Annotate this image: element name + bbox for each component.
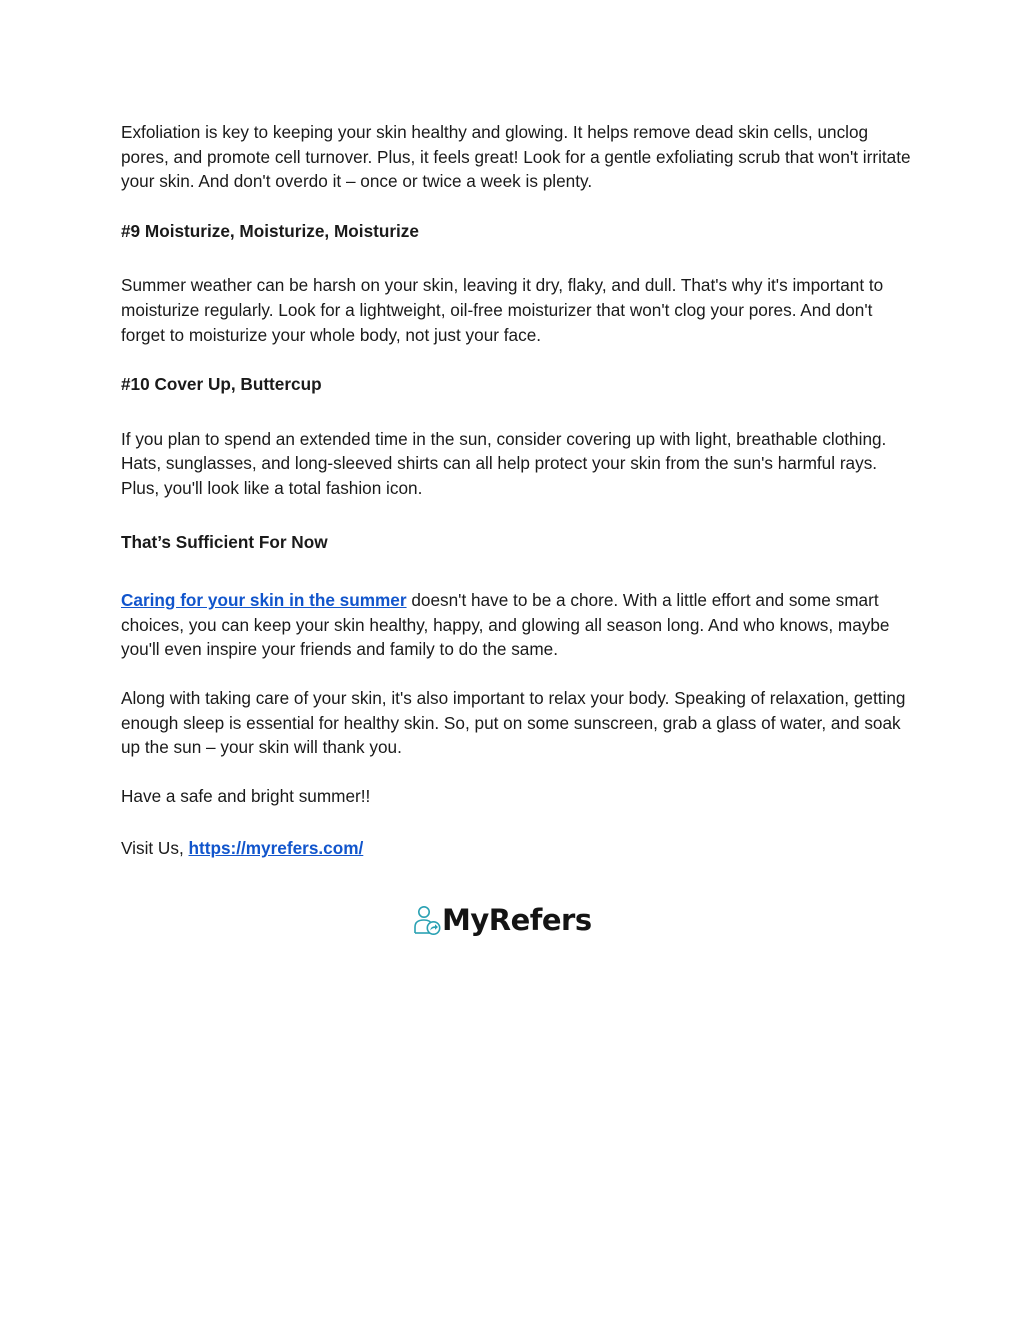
paragraph-cover-up: If you plan to spend an extended time in the sun, consider covering up with light, breathable clothing. Hats, sunglasses, and long-sleeved shirts can all help protect your skin from the sun's harmful rays. Plus, you'll look like a total fashion icon. <box>121 428 887 498</box>
paragraph-moisturize: Summer weather can be harsh on your skin, leaving it dry, flaky, and dull. That's why it's important to moisturize regularly. Look for a lightweight, oil-free moisturizer that won't clog your pores. And don't forget to moisturize your whole body, not just your face. <box>121 275 884 345</box>
visit-prefix: Visit Us, <box>121 838 189 859</box>
visit-line <box>121 836 911 861</box>
paragraph-exfoliation: Exfoliation is key to keeping your skin healthy and glowing. It helps remove dead skin cells, unclog pores, and promote cell turnover. Plus, it feels great! Look for a gentle exfoliating scrub that won't irritate your skin. And don't overdo it – once or twice a week is plenty. <box>121 122 911 192</box>
brand-logo <box>413 900 592 940</box>
person-refer-icon <box>413 903 441 937</box>
paragraph-caring-text: doesn't have to be a chore. With a little effort and some smart choices, you can keep your skin healthy, happy, and glowing all season long. And who knows, maybe you'll even inspire your friends and family to do the same. <box>121 590 890 660</box>
caring-link[interactable]: Caring for your skin in the summer <box>121 590 407 611</box>
paragraph-caring <box>121 588 911 662</box>
heading-sufficient: That’s Sufficient For Now <box>121 531 328 552</box>
document-body <box>121 120 911 861</box>
website-link[interactable]: https://myrefers.com/ <box>188 838 364 859</box>
paragraph-relax: Along with taking care of your skin, it's also important to relax your body. Speaking of relaxation, getting enough sleep is essential for healthy skin. So, put on some sunscreen, grab a glass of water, and soak up the sun – your skin will thank you. <box>121 687 906 758</box>
logo-wordmark: MyRefers <box>442 903 592 937</box>
paragraph-safe-summer: Have a safe and bright summer!! <box>121 785 371 806</box>
heading-moisturize: #9 Moisturize, Moisturize, Moisturize <box>121 220 419 241</box>
heading-cover-up: #10 Cover Up, Buttercup <box>121 374 322 395</box>
